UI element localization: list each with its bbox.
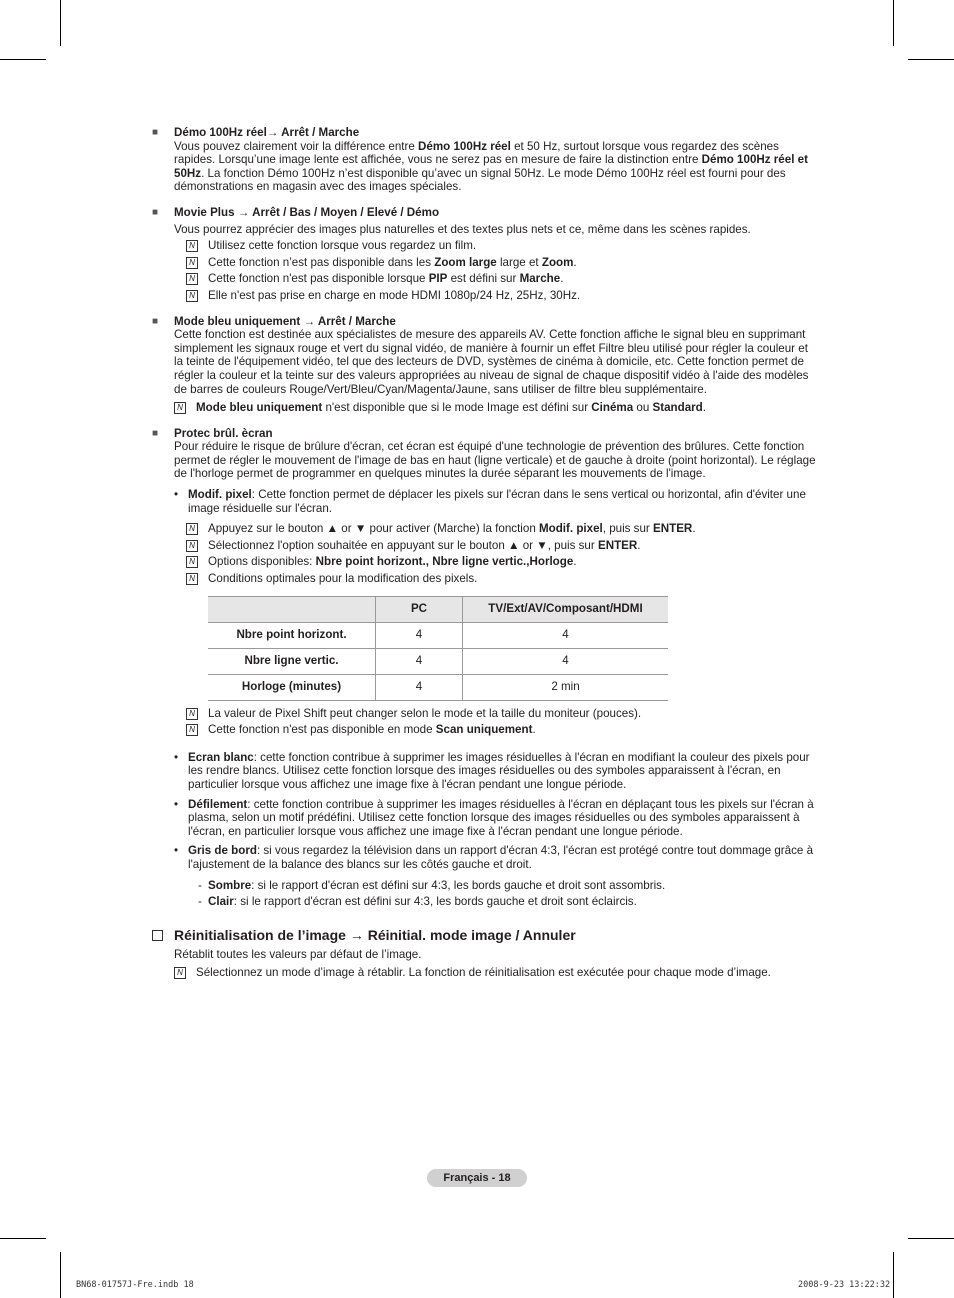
note: N Sélectionnez l'option souhaitée en appuyant sur le bouton ▲ or ▼, puis sur ENTER. [174, 539, 820, 553]
checkbox-square-icon [152, 930, 163, 941]
crop-mark [893, 0, 894, 46]
bullet-icon: • [174, 488, 179, 502]
section-title: Démo 100Hz réel→ Arrêt / Marche [174, 126, 360, 139]
table-cell: 4 [376, 648, 463, 674]
list-item: • Défilement: cette fonction contribue à supprimer les images résiduelles à l'écran en déplaçant tous les pixels sur l'écran à plasma, selon un motif prédéfini. Utilisez cette fonction lorsque des images résiduelles ou des symboles apparaissent à l'écran, en particulier lorsque vous affichez une image fixe à l'écran pendant une longue période. [174, 797, 814, 838]
note: N Conditions optimales pour la modification des pixels. [174, 572, 820, 586]
list-item: • Modif. pixel: Cette fonction permet de déplacer les pixels sur l'écran dans le sens vertical ou horizontal, afin d'éviter une image résiduelle sur l'écran. [174, 488, 806, 515]
table-cell: 4 [376, 622, 463, 648]
table-header-row [208, 596, 668, 622]
crop-mark [0, 1238, 46, 1239]
date-slug: 2008-9-23 13:22:32 [798, 1280, 891, 1290]
section-reinit [152, 948, 820, 980]
pixel-table [208, 596, 668, 701]
section-title: Protec brûl. ècran [174, 426, 273, 440]
note: N Cette fonction n'est pas disponible lorsque PIP est défini sur Marche. [174, 272, 820, 286]
note: N Utilisez cette fonction lorsque vous regardez un film. [174, 239, 820, 253]
note: N Appuyez sur le bouton ▲ or ▼ pour activer (Marche) la fonction Modif. pixel, puis sur ENTER. [174, 522, 820, 536]
square-bullet-icon: ■ [152, 206, 159, 218]
note-icon: N [186, 273, 198, 285]
section-title: Movie Plus → Arrêt / Bas / Moyen / Elevé / Démo [174, 205, 440, 219]
page-number: Français - 18 [427, 1169, 527, 1187]
note: N Options disponibles: Nbre point horizont., Nbre ligne vertic.,Horloge. [174, 555, 820, 569]
file-slug: BN68-01757J-Fre.indb 18 [76, 1280, 194, 1290]
note-icon: N [186, 708, 198, 720]
list-item: • Ecran blanc: cette fonction contribue à supprimer les images résiduelles à l'écran en modifiant la couleur des pixels pour les rendre blancs. Utilisez cette fonction lorsque des images résiduelles ou des symboles apparaissent à l'écran, en particulier lorsque vous affichez une image fixe à l'écran pendant une longue période. [174, 750, 810, 791]
section-demo [152, 126, 820, 194]
table-cell: Nbre point horizont. [208, 622, 376, 648]
section-text: Vous pourrez apprécier des images plus naturelles et des textes plus nets et ce, même dans les scènes rapides. [174, 222, 751, 236]
note-icon: N [186, 556, 198, 568]
section-mode-bleu [152, 315, 820, 415]
table-cell: 4 [463, 648, 669, 674]
section-heading: Réinitialisation de l’image → Réinitial. mode image / Annuler [152, 927, 820, 944]
section-text: Pour réduire le risque de brûlure d'écran, cet écran est équipé d'une technologie de prévention des brûlures. Cette fonction permet de régler le mouvement de l'image de bas en haut (ligne verticale) et de gauche à droite (point horizontal). Le réglage de l'horloge permet de programmer en quelques minutes la durée séparant les mouvements de l'image. [174, 440, 816, 481]
note-icon: N [186, 724, 198, 736]
table-row [208, 622, 668, 648]
square-bullet-icon: ■ [152, 427, 159, 439]
table-row [208, 648, 668, 674]
bullet-icon: • [174, 797, 179, 811]
crop-mark [908, 59, 954, 60]
note: N Elle n'est pas prise en charge en mode HDMI 1080p/24 Hz, 25Hz, 30Hz. [174, 289, 820, 303]
dash-icon: - [198, 895, 202, 909]
note: N Cette fonction n’est pas disponible dans les Zoom large large et Zoom. [174, 256, 820, 270]
note-icon: N [186, 540, 198, 552]
square-bullet-icon: ■ [152, 315, 159, 327]
list-item: • Gris de bord: si vous regardez la télévision dans un rapport d'écran 4:3, l'écran est protégé contre tout dommage grâce à l'ajustement de la balance des blancs sur les côtés gauche et droit. [174, 844, 814, 871]
page-content [152, 126, 820, 980]
table-cell: 4 [376, 674, 463, 700]
crop-mark [60, 1252, 61, 1298]
note: N Mode bleu uniquement n'est disponible que si le mode Image est défini sur Cinéma ou Standard. [174, 401, 820, 415]
section-text: Vous pouvez clairement voir la différence entre Démo 100Hz réel et 50 Hz, surtout lorsque vous regardez des scènes rapides. Lorsqu’une image lente est affichée, vous ne serez pas en mesure de faire la distinction entre Démo 100Hz réel et 50Hz. La fonction Démo 100Hz n’est disponible qu’avec un signal 50Hz. Le mode Démo 100Hz réel est fourni pour des démonstrations en magasin avec des images spéciales. [174, 139, 808, 194]
note-icon: N [186, 573, 198, 585]
dash-icon: - [198, 878, 202, 892]
bullet-icon: • [174, 844, 179, 858]
section-title: Mode bleu uniquement → Arrêt / Marche [174, 314, 396, 328]
section-text: Cette fonction est destinée aux spécialistes de mesure des appareils AV. Cette fonction affiche le signal bleu en supprimant simplement les signaux rouge et vert du signal vidéo, de manière à fournir un effet Filtre bleu utilisé pour régler la couleur et la teinte de l'équipement vidéo, tel que des lecteurs de DVD, systèmes de cinéma à domicile, etc. Cette fonction permet de régler la couleur et la teinte sur des valeurs appropriées au niveau de signal de chaque dispositif vidéo à l'aide des modèles de barres de couleurs Rouge/Vert/Bleu/Cyan/Magenta/Jaune, sans utiliser de filtre bleu supplémentaire. [174, 328, 809, 396]
table-header: PC [376, 596, 463, 622]
list-item: - Sombre: si le rapport d'écran est défini sur 4:3, les bords gauche et droit sont assombris. [198, 878, 666, 892]
table-cell: Nbre ligne vertic. [208, 648, 376, 674]
table-row [208, 674, 668, 700]
table-header [208, 596, 376, 622]
note-icon: N [186, 523, 198, 535]
square-bullet-icon: ■ [152, 127, 159, 138]
note-icon: N [186, 240, 198, 252]
note-icon: N [174, 967, 186, 979]
note-icon: N [186, 257, 198, 269]
section-movie-plus [152, 206, 820, 303]
note: N La valeur de Pixel Shift peut changer selon le mode et la taille du moniteur (pouces). [174, 707, 820, 721]
crop-mark [60, 0, 61, 46]
table-cell: Horloge (minutes) [208, 674, 376, 700]
table-cell: 2 min [463, 674, 669, 700]
note-icon: N [174, 402, 186, 414]
note: N Sélectionnez un mode d’image à rétablir. La fonction de réinitialisation est exécutée pour chaque mode d’image. [174, 966, 820, 980]
crop-mark [908, 1238, 954, 1239]
section-protec [152, 427, 820, 909]
list-item: - Clair: si le rapport d'écran est défini sur 4:3, les bords gauche et droit sont éclaircis. [198, 895, 637, 909]
note: N Cette fonction n'est pas disponible en mode Scan uniquement. [174, 723, 820, 737]
table-header: TV/Ext/AV/Composant/HDMI [463, 596, 669, 622]
bullet-icon: • [174, 750, 179, 764]
crop-mark [0, 59, 46, 60]
section-text: Rétablit toutes les valeurs par défaut de l’image. [174, 947, 422, 961]
crop-mark [893, 1252, 894, 1298]
note-icon: N [186, 290, 198, 302]
table-cell: 4 [463, 622, 669, 648]
